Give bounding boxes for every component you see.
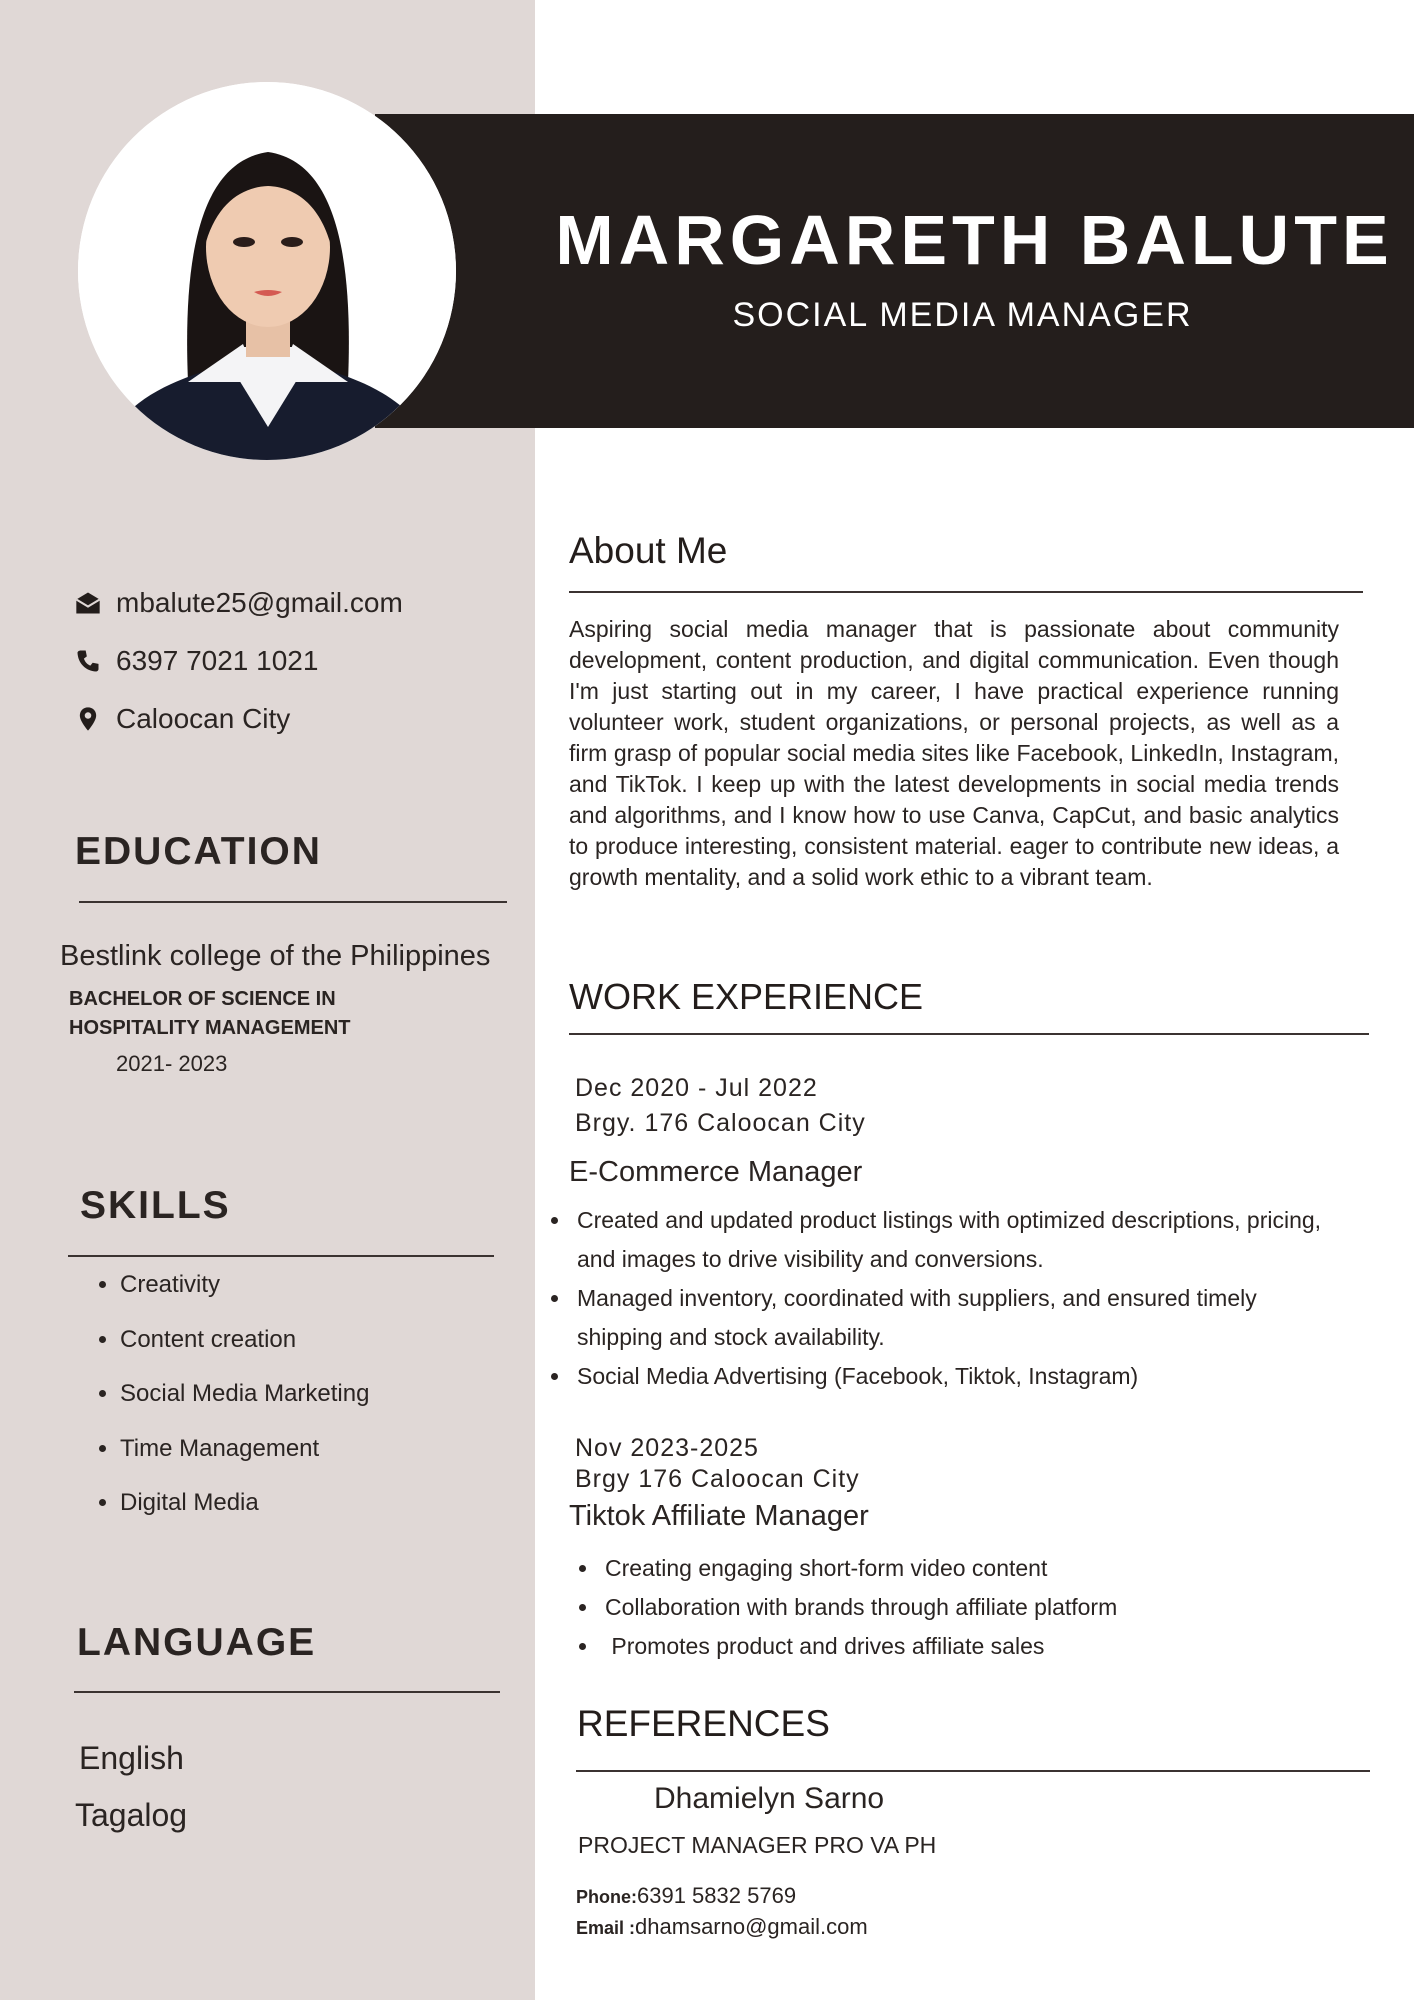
contact-phone-text[interactable]: 6397 7021 1021 bbox=[116, 645, 319, 676]
contact-email-text[interactable]: mbalute25@gmail.com bbox=[116, 587, 403, 618]
reference-phone bbox=[576, 1883, 796, 1909]
job-bullet bbox=[605, 1549, 1117, 1588]
skill-item: • Digital Media bbox=[120, 1488, 369, 1543]
skill-item: • Content creation bbox=[120, 1325, 369, 1380]
job-bullet bbox=[577, 1279, 1321, 1318]
skill-item: • Creativity bbox=[120, 1270, 369, 1325]
job-dates: Dec 2020 - Jul 2022 bbox=[575, 1074, 818, 1102]
reference-email-value[interactable]: dhamsarno@gmail.com bbox=[635, 1914, 868, 1939]
education-degree-line1: BACHELOR OF SCIENCE IN bbox=[69, 988, 336, 1010]
envelope-icon bbox=[74, 589, 102, 617]
job-place: Brgy. 176 Caloocan City bbox=[575, 1109, 866, 1137]
language-divider bbox=[74, 1691, 500, 1693]
job-dates: Nov 2023-2025 bbox=[575, 1434, 759, 1462]
job-bullet bbox=[605, 1627, 1117, 1666]
job-bullet-text: Social Media Advertising (Facebook, Tiktok, Instagram) bbox=[577, 1363, 1139, 1389]
candidate-role: SOCIAL MEDIA MANAGER bbox=[732, 296, 1193, 334]
job-bullet-text: Managed inventory, coordinated with suppliers, and ensured timely bbox=[577, 1285, 1257, 1311]
language-item: Tagalog bbox=[75, 1797, 188, 1833]
about-heading: About Me bbox=[569, 530, 728, 571]
bullet-dot bbox=[579, 1643, 586, 1650]
map-pin-icon bbox=[74, 705, 102, 733]
skills-divider bbox=[68, 1255, 494, 1257]
contact-email bbox=[74, 587, 403, 619]
bullet-dot bbox=[579, 1565, 586, 1572]
education-degree bbox=[69, 985, 350, 1043]
work-heading: WORK EXPERIENCE bbox=[569, 976, 924, 1017]
reference-name: Dhamielyn Sarno bbox=[654, 1782, 885, 1815]
phone-icon bbox=[74, 647, 102, 675]
job-bullet-text: Collaboration with brands through affiliate platform bbox=[605, 1594, 1118, 1620]
references-divider bbox=[576, 1770, 1370, 1772]
profile-photo bbox=[78, 82, 456, 460]
about-text: Aspiring social media manager that is passionate about community development, content production, and digital communication. Even though I'm just starting out in my career, I have practical experience running volunteer work, student organizations, or personal projects, as well as a firm grasp of popular social media sites like Facebook, LinkedIn, Instagram, and TikTok. I keep up with the latest developments in social media trends and algorithms, and I know how to use Canva, CapCut, and basic analytics to produce interesting, consistent material. eager to contribute new ideas, a growth mentality, and a solid work ethic to a vibrant team. bbox=[569, 616, 1339, 890]
work-divider bbox=[569, 1033, 1369, 1035]
skill-item: • Social Media Marketing bbox=[120, 1379, 369, 1434]
about-divider bbox=[569, 591, 1363, 593]
job-bullets bbox=[577, 1201, 1321, 1396]
job-bullet-continuation bbox=[577, 1240, 1321, 1279]
education-divider bbox=[79, 901, 507, 903]
job-bullet-text: shipping and stock availability. bbox=[577, 1324, 885, 1350]
job-bullet-text: Creating engaging short-form video content bbox=[605, 1555, 1048, 1581]
education-heading: EDUCATION bbox=[75, 830, 322, 873]
job-bullet-text: and images to drive visibility and conversions. bbox=[577, 1246, 1044, 1272]
education-school: Bestlink college of the Philippines bbox=[60, 940, 491, 972]
bullet-dot bbox=[551, 1217, 558, 1224]
job-place: Brgy 176 Caloocan City bbox=[575, 1465, 860, 1493]
reference-phone-label: Phone: bbox=[576, 1887, 637, 1907]
job-bullets bbox=[605, 1549, 1117, 1666]
education-degree-line2: HOSPITALITY MANAGEMENT bbox=[69, 1017, 351, 1039]
job-bullet-text: Created and updated product listings with optimized descriptions, pricing, bbox=[577, 1207, 1322, 1233]
skills-heading: SKILLS bbox=[80, 1184, 231, 1227]
contact-location-text: Caloocan City bbox=[116, 703, 291, 734]
job-title: E-Commerce Manager bbox=[569, 1156, 863, 1188]
bullet-dot bbox=[579, 1604, 586, 1611]
language-item: English bbox=[79, 1740, 184, 1776]
candidate-name: MARGARETH BALUTE bbox=[555, 201, 1394, 279]
job-bullet-continuation bbox=[577, 1318, 1321, 1357]
reference-phone-value[interactable]: 6391 5832 5769 bbox=[637, 1883, 797, 1908]
language-heading: LANGUAGE bbox=[77, 1621, 317, 1664]
job-bullet-text: Promotes product and drives affiliate sales bbox=[605, 1633, 1045, 1659]
profile-photo-illustration bbox=[78, 82, 456, 460]
education-years: 2021- 2023 bbox=[116, 1051, 228, 1076]
reference-role: PROJECT MANAGER PRO VA PH bbox=[578, 1832, 937, 1858]
job-bullet bbox=[577, 1357, 1321, 1396]
job-title: Tiktok Affiliate Manager bbox=[569, 1500, 869, 1532]
job-bullet bbox=[605, 1588, 1117, 1627]
bullet-dot bbox=[551, 1373, 558, 1380]
contact-location bbox=[74, 703, 290, 735]
job-bullet bbox=[577, 1201, 1321, 1240]
skill-item: • Time Management bbox=[120, 1434, 369, 1489]
contact-phone bbox=[74, 645, 318, 677]
references-heading: REFERENCES bbox=[577, 1703, 830, 1744]
bullet-dot bbox=[551, 1295, 558, 1302]
reference-email-label: Email : bbox=[576, 1918, 636, 1938]
skills-list bbox=[88, 1270, 369, 1543]
reference-email bbox=[576, 1914, 868, 1940]
